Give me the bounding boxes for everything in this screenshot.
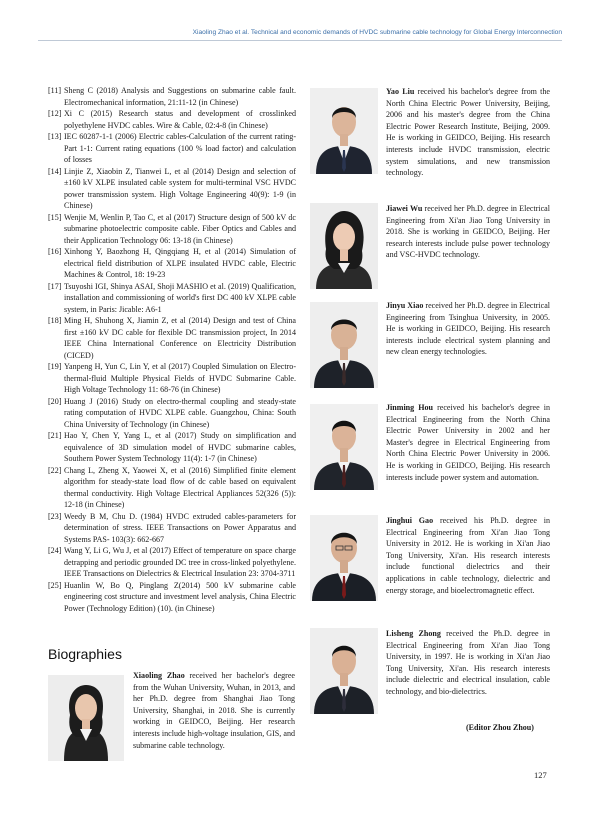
reference-text: Ming H, Shuhong X, Jiamin Z, et al (2014) Design and test of China first ±160 kV DC cable for flexible DC transmission project, In 2014 IEEE China International Conference on Electricity Distribution (CICED) [64,316,296,360]
header-rule [38,40,562,41]
author-photo-jinghui-gao [310,515,378,601]
bio-name: Yao Liu [386,87,415,96]
author-photo-xiaoling-zhao [48,675,124,761]
bio-text: received her Ph.D. degree in Electrical Engineering from Xi'an Jiao Tong University in 2018. She is working in GEIDCO, Beijing. Her research interests include pulse power technology and VSC-HVDC technology. [386,204,550,260]
bio-name: Jinghui Gao [386,516,434,525]
reference-item [48,545,296,580]
reference-item [48,85,296,108]
bio-name: Lisheng Zhong [386,629,441,638]
running-title: Xiaoling Zhao et al. Technical and economic demands of HVDC submarine cable technology for Global Energy Interconnection [192,29,562,36]
bio-text: received his bachelor's degree in Electrical Engineering from the North China Electric Power University in 2002 and her Master's degree in Electrical Engineering from North China Electric Power University in 2006. He is working in GEIDCO, Beijing. His research interests include power system and automation. [386,403,550,482]
reference-text: Xinhong Y, Baozhong H, Qingqiang H, et al (2014) Simulation of electrical field distribution of XLPE insulated HVDC cable, Electric Machines & Control, 18: 19-23 [64,247,296,279]
bio-name: Jinming Hou [386,403,434,412]
reference-item [48,212,296,247]
reference-text: Chang L, Zheng X, Yaowei X, et al (2016) Simplified finite element algorithm for steady-state load flow of dc cable based on equivalent thermal conductivity. High Voltage Electrical Appliances 52(326 (5)): 12-18 (in Chinese) [64,465,296,509]
reference-text: Huang J (2016) Study on electro-thermal coupling and steady-state rating computation of HVDC XLPE cable. Guangzhou, China: South China University of Technology (in Chinese) [64,396,296,429]
biographies-heading: Biographies [48,646,122,662]
reference-text: Xi C (2015) Research status and development of crosslinked polyethylene HVDC cables. Wire & Cable, 02:4-8 (in Chinese) [64,109,296,130]
reference-text: IEC 60287-1-1 (2006) Electric cables-Calculation of the current rating-Part 1-1: Current rating equations (100 % load factor) and calculation of losses [64,132,296,164]
reference-item [48,315,296,361]
reference-number: [21] [48,431,62,440]
bio-text: received his bachelor's degree from the North China Electric Power University, Beijing, 2006 and his master's degree from the China Electric Power Research Institute, Beijing, 2009. He is working in GEIDCO, Beijing. His research interests include HVDC transmission, electric system simulations, and new transmission technology. [386,87,551,178]
reference-item [48,108,296,131]
reference-item [48,580,296,615]
reference-number: [23] [48,511,62,521]
reference-number: [15] [48,212,62,222]
biography-jinming-hou [386,402,550,483]
biography-jinyu-xiao [386,300,550,358]
reference-text: Yanpeng H, Yun C, Lin Y, et al (2017) Coupled Simulation on Electro-thermal-fluid Multiple Physical Fields of HVDC Submarine Cable. High Voltage Technology 11: 68-76 (in Chinese) [64,362,296,394]
biography-yao-liu [386,86,550,179]
reference-text: Huanlin W, Bo Q, Pinglang Z(2014) 500 kV submarine cable engineering cost structure and investment level analysis, China Electric Power (Technology Edition) (10). (in Chinese) [64,580,296,613]
reference-number: [16] [48,247,62,256]
reference-text: Wang Y, Li G, Wu J, et al (2017) Effect of temperature on space charge detrapping and periodic grounded DC tree in cross-linked polyethylene. IEEE Transactions on Dielectrics & Electrical Insulation 23: 3704-3711 [64,546,296,578]
reference-number: [24] [48,546,62,555]
biography-xiaoling-zhao [133,670,295,751]
reference-item [48,281,296,316]
reference-item [48,131,296,166]
reference-number: [19] [48,362,62,371]
reference-number: [22] [48,465,62,475]
reference-text: Hao Y, Chen Y, Yang L, et al (2017) Study on simplification and equivalence of 3D simulation model of HVDC submarine cables, Southern Power System Technology 11(4): 1-7 (in Chinese) [64,431,296,463]
author-photo-yao-liu [310,88,378,174]
editor-note: (Editor Zhou Zhou) [466,723,534,732]
reference-number: [17] [48,281,62,291]
reference-number: [20] [48,396,62,406]
bio-text: received his Ph.D. degree in Electrical Engineering from Xi'an Jiao Tong University in 2012. He is working in Xi'an Jiao Tong University, Xi'an. His research interests include functional dielectrics and their applications in cable technology, dielectric and energy storage, and bioelectromagnetic effect. [386,516,551,595]
reference-number: [14] [48,166,62,176]
reference-text: Linjie Z, Xiaobin Z, Tianwei L, et al (2014) Design and selection of ±160 kV XLPE insulated cable system for multi-terminal VSC HVDC power transmission system. High Voltage Engineering 40(9): 1-9 (in Chinese) [64,166,296,210]
biography-lisheng-zhong [386,628,550,698]
reference-item [48,465,296,511]
biography-jiawei-wu [386,203,550,261]
author-photo-jinming-hou [310,404,378,490]
reference-number: [25] [48,580,62,590]
bio-name: Jiawei Wu [386,204,423,213]
reference-text: Wenjie M, Wenlin P, Tao C, et al (2017) Structure design of 500 kV dc submarine photoelectric composite cable. Fiber Optics and Cables and their Application Technology 06: 13-18 (in Chinese) [64,212,296,245]
reference-text: Sheng C (2018) Analysis and Suggestions on submarine cable fault. Electromechanical information, 21:11-12 (in Chinese) [64,86,296,107]
reference-text: Tsuyoshi IGI, Shinya ASAI, Shoji MASHIO et al. (2019) Qualification, installation and commissioning of world's first DC 400 kV XLPE cable system, in Paris: Jicable: A6-1 [64,281,296,314]
reference-item [48,396,296,431]
bio-name: Jinyu Xiao [386,301,424,310]
reference-item [48,166,296,212]
bio-text: received her Ph.D. degree in Electrical Engineering from Tsinghua University, in 2005. He is working in GEIDCO, Beijing. His research interests include electrical system planning and new clean energy technologies. [386,301,551,357]
references-list [48,85,296,614]
reference-item [48,361,296,396]
reference-number: [12] [48,109,62,118]
reference-item [48,246,296,281]
reference-number: [18] [48,316,62,325]
reference-item [48,430,296,465]
reference-item [48,511,296,546]
author-photo-jiawei-wu [310,203,378,289]
page-number: 127 [534,770,547,780]
author-photo-jinyu-xiao [310,302,378,388]
reference-number: [13] [48,132,62,141]
reference-text: Weedy B M, Chu D. (1984) HVDC extruded cables-parameters for determination of stress. IEEE Transactions on Power Apparatus and Systems PAS- 103(3): 662-667 [64,511,296,544]
bio-text: received the Ph.D. degree in Electrical Engineering from Xi'an Jiao Tong University, in 1997. He is working in Xi'an Jiao Tong University, Xi'an. His research interests include dielectric and electrical insulation, cable technology, and bio-dielectrics. [386,629,550,696]
author-photo-lisheng-zhong [310,628,378,714]
reference-number: [11] [48,86,62,95]
bio-name: Xiaoling Zhao [133,671,185,680]
bio-text: received her bachelor's degree from the Wuhan University, Wuhan, in 2013, and her Ph.D. degree from Shanghai Jiao Tong University, Shanghai, in 2018. She is currently working in GEIDCO, Beijing. Her research interests include high-voltage insulation, GIS, and submarine cable technology. [133,671,295,750]
biography-jinghui-gao [386,515,550,596]
